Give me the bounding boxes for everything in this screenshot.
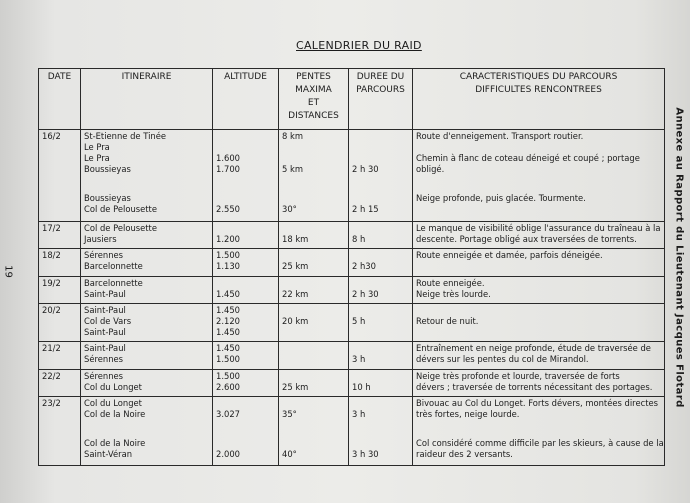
itinerary-cell bbox=[81, 303, 213, 342]
date-text: 20/2 bbox=[42, 304, 61, 315]
altitude-line: 2.000 bbox=[216, 448, 240, 459]
date-text: 19/2 bbox=[42, 277, 61, 288]
table-row bbox=[39, 222, 665, 249]
altitude-line bbox=[216, 223, 275, 234]
page-title: CALENDRIER DU RAID bbox=[296, 39, 422, 52]
caracteristiques-line: obligé. bbox=[416, 164, 445, 174]
caracteristiques-line: Bivouac au Col du Longet. Forts dévers, montées directes bbox=[416, 397, 659, 408]
itinerary-cell bbox=[81, 130, 213, 222]
duree-line bbox=[352, 153, 409, 164]
itinerary-line: Col du Longet bbox=[84, 381, 142, 392]
altitude-line: 1.200 bbox=[216, 234, 240, 245]
pentes-line bbox=[282, 182, 345, 193]
duree-line: 10 h bbox=[352, 381, 371, 392]
caracteristiques-cell bbox=[413, 303, 665, 342]
caracteristiques-cell bbox=[413, 222, 665, 249]
pentes-cell bbox=[279, 396, 349, 465]
header-caracteristiques bbox=[413, 69, 665, 130]
duree-line bbox=[352, 193, 409, 204]
altitude-line bbox=[216, 398, 275, 409]
page-number: 19 bbox=[2, 265, 14, 278]
altitude-line: 1.700 bbox=[216, 164, 240, 174]
header-pentes-line: DISTANCES bbox=[288, 111, 339, 121]
caracteristiques-line: Chemin à flanc de coteau déneigé et coupé ; portage bbox=[416, 153, 640, 163]
caracteristiques-cell bbox=[413, 249, 665, 276]
altitude-line: 3.027 bbox=[216, 408, 240, 419]
duree-line bbox=[352, 131, 409, 142]
pentes-line bbox=[282, 398, 345, 409]
line-spacer bbox=[416, 420, 661, 427]
itinerary-line: Le Pra bbox=[84, 142, 110, 152]
altitude-line: 1.500 bbox=[216, 370, 240, 381]
caracteristiques-line: Col considéré comme difficile par les skieurs, à cause de la bbox=[416, 437, 664, 448]
pentes-line bbox=[282, 278, 345, 289]
header-pentes bbox=[279, 69, 349, 130]
duree-cell bbox=[349, 396, 413, 465]
pentes-line: 8 km bbox=[282, 131, 303, 141]
duree-line bbox=[352, 371, 409, 382]
duree-line bbox=[352, 223, 409, 234]
line-spacer bbox=[282, 420, 345, 427]
caracteristiques-line bbox=[416, 305, 661, 316]
itinerary-line: Saint-Paul bbox=[84, 343, 126, 354]
altitude-line: 2.550 bbox=[216, 204, 240, 214]
header-row bbox=[39, 69, 665, 130]
caracteristiques-cell bbox=[413, 276, 665, 303]
header-caract-line: CARACTERISTIQUES DU PARCOURS bbox=[459, 72, 618, 82]
itinerary-line: Saint-Véran bbox=[84, 448, 133, 459]
pentes-line bbox=[282, 305, 345, 316]
duree-line bbox=[352, 182, 409, 193]
altitude-line: 1.600 bbox=[216, 153, 240, 163]
header-pentes-line: ET bbox=[307, 98, 320, 108]
pentes-line: 40° bbox=[282, 448, 297, 459]
date-cell bbox=[39, 130, 81, 222]
itinerary-cell bbox=[81, 276, 213, 303]
itinerary-cell bbox=[81, 249, 213, 276]
date-text: 22/2 bbox=[42, 370, 61, 381]
duree-cell bbox=[349, 303, 413, 342]
pentes-cell bbox=[279, 303, 349, 342]
duree-line bbox=[352, 305, 409, 316]
pentes-line: 20 km bbox=[282, 315, 309, 326]
pentes-line bbox=[282, 354, 345, 365]
altitude-cell bbox=[213, 396, 279, 465]
itinerary-line: Col de la Noire bbox=[84, 437, 146, 448]
caracteristiques-cell bbox=[413, 342, 665, 369]
duree-line: 8 h bbox=[352, 234, 366, 245]
header-itineraire: ITINERAIRE bbox=[81, 69, 213, 130]
itinerary-line: Saint-Paul bbox=[84, 326, 126, 337]
itinerary-line: Boussieyas bbox=[84, 193, 131, 203]
itinerary-line: Jausiers bbox=[84, 234, 117, 245]
caracteristiques-line: Neige profonde, puis glacée. Tourmente. bbox=[416, 193, 586, 203]
duree-line: 3 h bbox=[352, 354, 366, 365]
header-pentes-line: PENTES bbox=[296, 72, 331, 82]
itinerary-line: Col de la Noire bbox=[84, 408, 146, 419]
line-spacer bbox=[352, 420, 409, 427]
caracteristiques-line bbox=[416, 327, 661, 338]
caracteristiques-cell bbox=[413, 396, 665, 465]
pentes-cell bbox=[279, 249, 349, 276]
altitude-cell bbox=[213, 276, 279, 303]
duree-line: 3 h bbox=[352, 408, 366, 419]
pentes-line bbox=[282, 250, 345, 261]
pentes-line bbox=[282, 371, 345, 382]
table-row bbox=[39, 369, 665, 396]
pentes-line bbox=[282, 327, 345, 338]
caracteristiques-line: Neige très profonde et lourde, traversée de forts bbox=[416, 370, 620, 381]
caracteristiques-line: raideur des 2 versants. bbox=[416, 448, 513, 459]
itinerary-cell bbox=[81, 396, 213, 465]
pentes-cell bbox=[279, 222, 349, 249]
pentes-line bbox=[282, 427, 345, 438]
line-spacer bbox=[216, 175, 275, 182]
altitude-cell bbox=[213, 342, 279, 369]
pentes-line bbox=[282, 193, 345, 204]
altitude-line bbox=[216, 278, 275, 289]
duree-line bbox=[352, 142, 409, 153]
line-spacer bbox=[84, 175, 209, 182]
pentes-line: 35° bbox=[282, 408, 297, 419]
header-caract-line: DIFFICULTES RENCONTREES bbox=[475, 85, 602, 95]
caracteristiques-line bbox=[416, 427, 661, 438]
pentes-line bbox=[282, 343, 345, 354]
altitude-line: 2.120 bbox=[216, 315, 240, 326]
header-duree bbox=[349, 69, 413, 130]
altitude-cell bbox=[213, 369, 279, 396]
itinerary-line: Sérennes bbox=[84, 250, 124, 261]
caracteristiques-cell bbox=[413, 130, 665, 222]
caracteristiques-line: Route enneigée. bbox=[416, 277, 485, 288]
pentes-line: 18 km bbox=[282, 234, 309, 245]
table-row bbox=[39, 276, 665, 303]
header-duree-line: PARCOURS bbox=[356, 85, 405, 95]
date-cell bbox=[39, 249, 81, 276]
itinerary-cell bbox=[81, 342, 213, 369]
duree-cell bbox=[349, 276, 413, 303]
altitude-cell bbox=[213, 222, 279, 249]
duree-line bbox=[352, 250, 409, 261]
altitude-line bbox=[216, 438, 275, 449]
pentes-line bbox=[282, 142, 345, 153]
duree-line bbox=[352, 427, 409, 438]
duree-line: 2 h 30 bbox=[352, 164, 379, 174]
pentes-cell bbox=[279, 276, 349, 303]
altitude-line bbox=[216, 142, 275, 153]
table-row bbox=[39, 303, 665, 342]
caracteristiques-line bbox=[416, 204, 661, 215]
date-text: 23/2 bbox=[42, 397, 61, 408]
date-cell bbox=[39, 342, 81, 369]
header-date: DATE bbox=[39, 69, 81, 130]
altitude-cell bbox=[213, 249, 279, 276]
header-altitude: ALTITUDE bbox=[213, 69, 279, 130]
duree-line bbox=[352, 278, 409, 289]
caracteristiques-line: Neige très lourde. bbox=[416, 288, 491, 299]
itinerary-line: Le Pra bbox=[84, 153, 110, 163]
altitude-line bbox=[216, 182, 275, 193]
itinerary-line: Saint-Paul bbox=[84, 304, 126, 315]
pentes-line: 22 km bbox=[282, 288, 309, 299]
itinerary-line: Barcelonnette bbox=[84, 277, 143, 288]
pentes-line bbox=[282, 153, 345, 164]
pentes-cell bbox=[279, 130, 349, 222]
altitude-line bbox=[216, 131, 275, 142]
duree-line bbox=[352, 438, 409, 449]
table-row bbox=[39, 342, 665, 369]
table-row bbox=[39, 396, 665, 465]
side-caption-text: Annexe au Rapport du Lieutenant Jacques Flotard bbox=[673, 107, 685, 408]
itinerary-line: Col de Pelousette bbox=[84, 204, 157, 214]
itinerary-line: Col de Vars bbox=[84, 315, 132, 326]
header-duree-line: DUREE DU bbox=[356, 72, 405, 82]
table-body bbox=[39, 130, 665, 466]
header-pentes-line: MAXIMA bbox=[295, 85, 332, 95]
date-text: 17/2 bbox=[42, 223, 61, 234]
pentes-line: 25 km bbox=[282, 381, 309, 392]
pentes-line: 5 km bbox=[282, 164, 303, 174]
caracteristiques-line bbox=[416, 182, 661, 193]
caracteristiques-line: Route d'enneigement. Transport routier. bbox=[416, 131, 584, 141]
duree-line: 3 h 30 bbox=[352, 448, 379, 459]
altitude-line: 1.450 bbox=[216, 304, 240, 315]
altitude-line: 1.500 bbox=[216, 250, 240, 261]
pentes-cell bbox=[279, 342, 349, 369]
pentes-line: 25 km bbox=[282, 261, 309, 272]
altitude-line: 1.500 bbox=[216, 354, 240, 365]
caracteristiques-line: Retour de nuit. bbox=[416, 315, 479, 326]
line-spacer bbox=[416, 175, 661, 182]
itinerary-line: Barcelonnette bbox=[84, 261, 143, 272]
duree-cell bbox=[349, 130, 413, 222]
altitude-cell bbox=[213, 303, 279, 342]
line-spacer bbox=[216, 420, 275, 427]
duree-line bbox=[352, 327, 409, 338]
itinerary-cell bbox=[81, 369, 213, 396]
pentes-line bbox=[282, 438, 345, 449]
altitude-line: 1.450 bbox=[216, 288, 240, 299]
altitude-line: 1.130 bbox=[216, 261, 240, 272]
date-cell bbox=[39, 396, 81, 465]
duree-line bbox=[352, 343, 409, 354]
caracteristiques-line: dévers ; traversée de torrents nécessitant des portages. bbox=[416, 381, 653, 392]
line-spacer bbox=[84, 420, 209, 427]
table-row bbox=[39, 249, 665, 276]
itinerary-line: Col de Pelousette bbox=[84, 223, 157, 234]
raid-calendar-table bbox=[38, 68, 665, 466]
pentes-line bbox=[282, 223, 345, 234]
caracteristiques-line: très fortes, neige lourde. bbox=[416, 408, 520, 419]
table-row bbox=[39, 130, 665, 222]
pentes-line: 30° bbox=[282, 204, 297, 214]
line-spacer bbox=[352, 175, 409, 182]
date-text: 21/2 bbox=[42, 343, 61, 354]
altitude-line: 1.450 bbox=[216, 326, 240, 337]
duree-cell bbox=[349, 369, 413, 396]
caracteristiques-line: Route enneigée et damée, parfois déneigée. bbox=[416, 250, 603, 261]
duree-line: 2 h30 bbox=[352, 261, 376, 272]
duree-cell bbox=[349, 249, 413, 276]
altitude-line bbox=[216, 193, 275, 204]
caracteristiques-line: Le manque de visibilité oblige l'assurance du traîneau à la bbox=[416, 223, 661, 234]
pentes-cell bbox=[279, 369, 349, 396]
itinerary-line: Boussieyas bbox=[84, 164, 131, 174]
line-spacer bbox=[282, 175, 345, 182]
altitude-line: 2.600 bbox=[216, 381, 240, 392]
caracteristiques-line: descente. Portage obligé aux traversées de torrents. bbox=[416, 234, 637, 245]
date-text: 16/2 bbox=[42, 131, 61, 141]
duree-line: 5 h bbox=[352, 315, 366, 326]
duree-cell bbox=[349, 222, 413, 249]
date-text: 18/2 bbox=[42, 250, 61, 261]
date-cell bbox=[39, 303, 81, 342]
itinerary-line bbox=[84, 182, 209, 193]
caracteristiques-line bbox=[416, 142, 661, 153]
itinerary-line: Sérennes bbox=[84, 354, 124, 365]
caracteristiques-line bbox=[416, 261, 661, 272]
caracteristiques-line: dévers sur les pentes du col de Mirandol. bbox=[416, 354, 589, 365]
duree-cell bbox=[349, 342, 413, 369]
altitude-line: 1.450 bbox=[216, 343, 240, 354]
date-cell bbox=[39, 276, 81, 303]
itinerary-line bbox=[84, 427, 209, 438]
itinerary-cell bbox=[81, 222, 213, 249]
caracteristiques-cell bbox=[413, 369, 665, 396]
duree-line: 2 h 15 bbox=[352, 204, 379, 214]
itinerary-line: Col du Longet bbox=[84, 397, 142, 408]
caracteristiques-line: Entraînement en neige profonde, étude de traversée de bbox=[416, 343, 651, 354]
date-cell bbox=[39, 369, 81, 396]
altitude-cell bbox=[213, 130, 279, 222]
itinerary-line: Sérennes bbox=[84, 370, 124, 381]
duree-line: 2 h 30 bbox=[352, 288, 379, 299]
altitude-line bbox=[216, 427, 275, 438]
itinerary-line: Saint-Paul bbox=[84, 288, 126, 299]
duree-line bbox=[352, 398, 409, 409]
date-cell bbox=[39, 222, 81, 249]
itinerary-line: St-Etienne de Tinée bbox=[84, 131, 167, 141]
